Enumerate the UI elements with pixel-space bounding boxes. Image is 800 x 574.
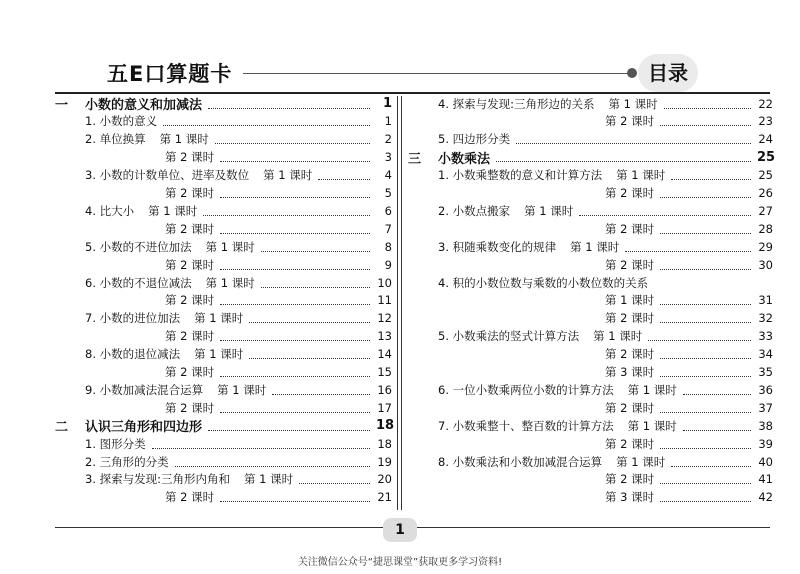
- toc-entry-row[interactable]: [605, 399, 773, 416]
- toc-entry-row[interactable]: [438, 238, 773, 255]
- toc-entry-row[interactable]: [165, 149, 392, 166]
- dot-leader: [261, 242, 370, 252]
- lesson-label: 第 3 课时: [605, 365, 655, 379]
- entry-title: 3. 小数的计数单位、进率及数位: [85, 168, 250, 183]
- page-ref: 4: [384, 168, 392, 183]
- dot-leader: [660, 367, 751, 377]
- dot-leader: [220, 492, 370, 502]
- lesson-label: 第 2 课时: [165, 186, 215, 200]
- dot-leader: [220, 152, 370, 162]
- lesson-label: 第 2 课时: [605, 311, 655, 326]
- lesson-label: 第 1 课时: [627, 418, 677, 433]
- lesson-label: 第 2 课时: [605, 472, 655, 487]
- toc-entry-row[interactable]: [85, 453, 392, 470]
- dot-leader: [208, 99, 370, 109]
- page-ref: 36: [758, 382, 773, 397]
- entry-title: 3. 探索与发现:三角形内角和: [85, 472, 231, 487]
- entry-title: 4. 积的小数位数与乘数的小数位数的关系: [438, 275, 649, 290]
- dot-leader: [660, 474, 751, 484]
- dot-leader: [660, 492, 751, 502]
- dot-leader: [660, 188, 751, 198]
- page-ref: 10: [377, 275, 392, 290]
- dot-leader: [208, 421, 370, 431]
- lesson-label: 第 2 课时: [605, 186, 655, 200]
- chapter-title: 小数乘法: [438, 151, 491, 167]
- lesson-label: 第 1 课时: [205, 275, 255, 290]
- toc-entry-row[interactable]: [438, 95, 773, 112]
- toc-entry-row[interactable]: [165, 292, 392, 309]
- lesson-label: 第 1 课时: [244, 472, 294, 487]
- page-ref: 1: [382, 96, 392, 111]
- toc-entry-row[interactable]: [85, 381, 392, 398]
- dot-leader: [220, 403, 370, 413]
- dot-leader: [496, 152, 751, 162]
- toc-entry-row[interactable]: [438, 453, 773, 470]
- toc-entry-row[interactable]: [165, 328, 392, 345]
- toc-entry-row[interactable]: [438, 131, 773, 148]
- toc-entry-row[interactable]: [165, 256, 392, 273]
- page-ref: 33: [758, 329, 773, 344]
- entry-title: 5. 四边形分类: [438, 132, 511, 147]
- toc-entry-row[interactable]: [605, 292, 773, 309]
- entry-title: 2. 单位换算: [85, 132, 146, 147]
- toc-entry-row[interactable]: [605, 220, 773, 237]
- lesson-label: 第 2 课时: [605, 221, 655, 236]
- page-ref: 42: [758, 490, 773, 505]
- dot-leader: [516, 134, 751, 144]
- dot-leader: [660, 260, 751, 270]
- dot-leader: [660, 439, 751, 449]
- dot-leader: [579, 206, 751, 216]
- toc-entry-row[interactable]: [165, 364, 392, 381]
- page-number: 1: [383, 518, 417, 542]
- lesson-label: 第 1 课时: [627, 382, 677, 397]
- toc-entry-row[interactable]: [438, 274, 648, 291]
- lesson-label: 第 1 课时: [159, 132, 209, 147]
- dot-leader: [671, 170, 751, 180]
- page-ref: 12: [377, 311, 392, 326]
- dot-leader: [660, 224, 751, 234]
- toc-entry-row[interactable]: [438, 202, 773, 219]
- entry-title: 4. 探索与发现:三角形边的关系: [438, 96, 595, 111]
- entry-title: 7. 小数的进位加法: [85, 311, 181, 326]
- entry-title: 6. 小数的不退位减法: [85, 275, 192, 290]
- lesson-label: 第 2 课时: [165, 257, 215, 272]
- entry-title: 2. 三角形的分类: [85, 454, 169, 469]
- toc-entry-row[interactable]: [438, 328, 773, 345]
- page-ref: 30: [758, 257, 773, 272]
- toc-chapter-row[interactable]: [408, 149, 776, 167]
- chapter-title: 认识三角形和四边形: [85, 420, 203, 436]
- page-ref: 14: [377, 347, 392, 362]
- page-ref: 38: [758, 418, 773, 433]
- lesson-label: 第 2 课时: [165, 293, 215, 308]
- toc-entry-row[interactable]: [438, 417, 773, 434]
- dot-leader: [671, 457, 751, 467]
- page-ref: 1: [384, 114, 392, 129]
- dot-leader: [299, 474, 370, 484]
- dot-leader: [664, 99, 751, 109]
- dot-leader: [220, 224, 370, 234]
- dot-leader: [220, 295, 370, 305]
- lesson-label: 第 1 课时: [570, 239, 620, 254]
- page-ref: 23: [758, 114, 773, 129]
- entry-title: 2. 小数点搬家: [438, 203, 511, 218]
- page-ref: 5: [384, 186, 392, 200]
- dot-leader: [175, 457, 370, 467]
- toc-entry-row[interactable]: [85, 113, 392, 130]
- page-ref: 32: [758, 311, 773, 326]
- entry-title: 5. 小数的不进位加法: [85, 239, 192, 254]
- page-ref: 29: [758, 239, 773, 254]
- page-ref: 9: [384, 257, 392, 272]
- entry-title: 1. 图形分类: [85, 436, 146, 451]
- lesson-label: 第 2 课时: [605, 436, 655, 451]
- lesson-label: 第 1 课时: [205, 239, 255, 254]
- page-ref: 27: [758, 203, 773, 218]
- page-ref: 35: [758, 365, 773, 379]
- entry-title: 3. 积随乘数变化的规律: [438, 239, 557, 254]
- lesson-label: 第 1 课时: [524, 203, 574, 218]
- toc-entry-row[interactable]: [165, 489, 392, 506]
- page-ref: 21: [377, 490, 392, 505]
- page-ref: 40: [758, 454, 773, 469]
- dot-leader: [660, 116, 751, 126]
- dot-leader: [249, 349, 370, 359]
- toc-entry-row[interactable]: [85, 238, 392, 255]
- dot-leader: [220, 367, 370, 377]
- lesson-label: 第 2 课时: [165, 221, 215, 236]
- entry-title: 5. 小数乘法的竖式计算方法: [438, 329, 580, 344]
- lesson-label: 第 1 课时: [608, 96, 658, 111]
- entry-title: 1. 小数的意义: [85, 114, 158, 129]
- page-ref: 15: [377, 365, 392, 379]
- toc-entry-row[interactable]: [85, 471, 392, 488]
- toc-entry-row[interactable]: [605, 435, 773, 452]
- lesson-label: 第 1 课时: [616, 168, 666, 183]
- page-ref: 2: [384, 132, 392, 147]
- page-ref: 20: [377, 472, 392, 487]
- page-ref: 19: [377, 454, 392, 469]
- lesson-label: 第 2 课时: [605, 400, 655, 415]
- dot-leader: [261, 278, 370, 288]
- page-ref: 16: [377, 382, 392, 397]
- chapter-number: 三: [408, 151, 422, 167]
- dot-leader: [683, 385, 751, 395]
- book-title: 五E口算题卡: [107, 62, 233, 86]
- lesson-label: 第 2 课时: [165, 490, 215, 505]
- lesson-label: 第 2 课时: [165, 329, 215, 344]
- dot-leader: [660, 295, 751, 305]
- header-rule: [243, 73, 629, 74]
- lesson-label: 第 1 课时: [148, 203, 198, 218]
- page-ref: 22: [758, 96, 773, 111]
- page-ref: 11: [377, 293, 392, 308]
- toc-entry-row[interactable]: [85, 435, 392, 452]
- lesson-label: 第 2 课时: [605, 347, 655, 362]
- page-ref: 13: [377, 329, 392, 344]
- lesson-label: 第 2 课时: [605, 114, 655, 129]
- dot-leader: [203, 206, 370, 216]
- page-ref: 7: [384, 221, 392, 236]
- page-ref: 37: [758, 400, 773, 415]
- page-ref: 26: [758, 186, 773, 200]
- toc-entry-row[interactable]: [165, 399, 392, 416]
- dot-leader: [220, 331, 370, 341]
- page-ref: 18: [377, 436, 392, 451]
- entry-title: 8. 小数的退位减法: [85, 347, 181, 362]
- toc-entry-row[interactable]: [85, 202, 392, 219]
- lesson-label: 第 1 课时: [217, 382, 267, 397]
- lesson-label: 第 1 课时: [616, 454, 666, 469]
- lesson-label: 第 3 课时: [605, 490, 655, 505]
- toc-entry-row[interactable]: [605, 113, 773, 130]
- toc-entry-row[interactable]: [605, 489, 773, 506]
- page-ref: 39: [758, 436, 773, 451]
- page-ref: 17: [377, 400, 392, 415]
- toc-entry-row[interactable]: [605, 185, 773, 202]
- dot-leader: [660, 403, 751, 413]
- page-ref: 25: [758, 168, 773, 183]
- toc-entry-row[interactable]: [438, 381, 773, 398]
- dot-leader: [318, 170, 370, 180]
- entry-title: 9. 小数加减法混合运算: [85, 382, 204, 397]
- toc-entry-row[interactable]: [605, 346, 773, 363]
- column-divider: [397, 96, 398, 510]
- toc-entry-row[interactable]: [85, 310, 392, 327]
- lesson-label: 第 2 课时: [165, 400, 215, 415]
- page-ref: 3: [384, 150, 392, 165]
- lesson-label: 第 1 课时: [194, 311, 244, 326]
- toc-entry-row[interactable]: [85, 346, 392, 363]
- toc-chapter-row[interactable]: [55, 95, 392, 112]
- page-ref: 28: [758, 221, 773, 236]
- toc-entry-row[interactable]: [438, 167, 773, 184]
- dot-leader: [220, 188, 370, 198]
- chapter-number: 一: [55, 98, 69, 113]
- page-ref: 34: [758, 347, 773, 362]
- page-ref: 24: [758, 132, 773, 147]
- entry-title: 1. 小数乘整数的意义和计算方法: [438, 168, 603, 183]
- dot-leader: [272, 385, 370, 395]
- page-ref: 41: [758, 472, 773, 487]
- toc-entry-row[interactable]: [85, 167, 392, 184]
- toc-entry-row[interactable]: [605, 310, 773, 327]
- header-dot-icon: [627, 68, 637, 78]
- lesson-label: 第 1 课时: [263, 168, 313, 183]
- dot-leader: [152, 439, 370, 449]
- entry-title: 6. 一位小数乘两位小数的计算方法: [438, 382, 614, 397]
- toc-entry-row[interactable]: [165, 185, 392, 202]
- toc-badge: 目录: [638, 54, 698, 92]
- dot-leader: [220, 260, 370, 270]
- dot-leader: [163, 116, 370, 126]
- chapter-title: 小数的意义和加减法: [85, 98, 203, 113]
- dot-leader: [660, 313, 751, 323]
- toc-entry-row[interactable]: [605, 471, 773, 488]
- toc-chapter-row[interactable]: [55, 417, 395, 436]
- page-ref: 31: [758, 293, 773, 308]
- toc-entry-row[interactable]: [605, 256, 773, 273]
- lesson-label: 第 1 课时: [593, 329, 643, 344]
- page-ref: 8: [384, 239, 392, 254]
- toc-entry-row[interactable]: [85, 274, 392, 291]
- footer-note: 关注微信公众号“捷思课堂”获取更多学习资料!: [297, 557, 503, 568]
- entry-title: 7. 小数乘整十、整百数的计算方法: [438, 418, 614, 433]
- lesson-label: 第 1 课时: [605, 293, 655, 308]
- page-ref: 25: [757, 149, 776, 165]
- dot-leader: [648, 331, 751, 341]
- dot-leader: [625, 242, 751, 252]
- page-ref: 6: [384, 203, 392, 218]
- entry-title: 4. 比大小: [85, 203, 135, 218]
- dot-leader: [215, 134, 370, 144]
- entry-title: 8. 小数乘法和小数加减混合运算: [438, 454, 603, 469]
- lesson-label: 第 1 课时: [194, 347, 244, 362]
- dot-leader: [683, 421, 751, 431]
- toc-entry-row[interactable]: [165, 220, 392, 237]
- lesson-label: 第 2 课时: [165, 365, 215, 379]
- toc-entry-row[interactable]: [85, 131, 392, 148]
- lesson-label: 第 2 课时: [605, 257, 655, 272]
- lesson-label: 第 2 课时: [165, 150, 215, 165]
- page-ref: 18: [376, 418, 395, 434]
- dot-leader: [660, 349, 751, 359]
- column-divider-2: [401, 96, 402, 510]
- toc-entry-row[interactable]: [605, 364, 773, 381]
- dot-leader: [249, 313, 370, 323]
- chapter-number: 二: [55, 420, 69, 436]
